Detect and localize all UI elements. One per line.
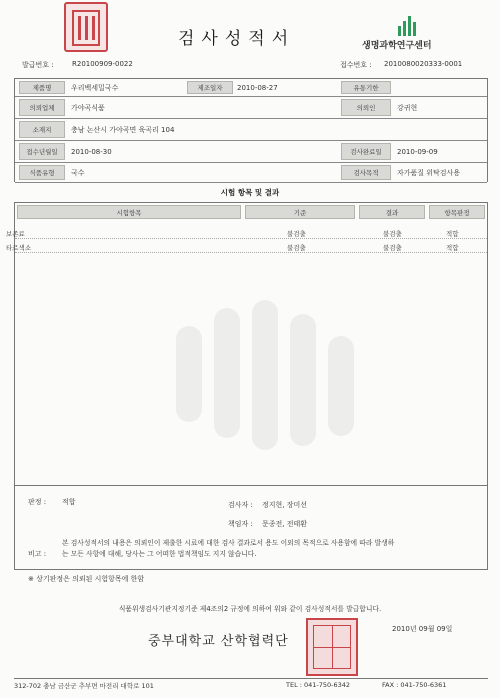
issue-date: 2010년 09월 09일: [392, 625, 453, 633]
food-type-label: 식품유형: [19, 165, 65, 180]
test-standard: 불검출: [287, 243, 306, 252]
mfg-date-label: 제조일자: [187, 81, 233, 94]
org-logo-icon: [398, 14, 420, 36]
info-row: [15, 163, 487, 183]
notice-line-1: 본 검사성적서의 내용은 의뢰인이 제출한 시료에 대한 검사 결과로서 용도 이외의 목적으로 사용함에 따라 발생하: [62, 539, 395, 547]
header-test-item: 시험항목: [17, 205, 241, 219]
footer-address-bar: [14, 678, 488, 692]
food-type-value: 국수: [71, 168, 85, 177]
test-judgement: 적합: [446, 243, 459, 252]
issue-number: R20100909-0022: [72, 60, 133, 68]
info-table: [14, 78, 488, 182]
notice-text: [62, 538, 480, 560]
watermark-graphic: [170, 300, 370, 460]
official-seal-bottom: [306, 618, 358, 676]
receipt-number: 2010080020333-0001: [384, 60, 463, 68]
footer-fax: FAX : 041-750-6361: [382, 681, 447, 689]
receipt-number-label: 접수번호 :: [340, 61, 372, 69]
inspector-label: 검사자 :: [228, 501, 253, 509]
test-result: 불검출: [383, 229, 402, 238]
judgement-label: 판정 :: [28, 498, 47, 506]
test-result: 불검출: [383, 243, 402, 252]
inspector-value: 정지현, 장미선: [262, 501, 308, 509]
expiry-label: 유통기한: [341, 81, 391, 94]
legal-note: 식품위생검사기관지정기준 제4조의2 규정에 의하여 위와 같이 검사성적서를 발급합니다.: [118, 605, 382, 613]
judgement-value: 적합: [62, 498, 76, 506]
asterisk-note: ※ 상기판정은 의뢰된 시험항목에 한함: [28, 575, 145, 583]
product-value: 우리백세밀국수: [71, 83, 119, 92]
table-row: [6, 241, 487, 253]
official-seal-top: [64, 2, 108, 52]
results-section-title: 시험 항목 및 결과: [220, 188, 280, 197]
requester-label: 의뢰인: [341, 99, 391, 116]
purpose-value: 자가품질 위탁검사용: [397, 168, 461, 177]
info-row: [15, 97, 487, 119]
issue-number-label: 발급번호 :: [22, 61, 54, 69]
header-standard: 기준: [245, 205, 355, 219]
manager-label: 책임자 :: [228, 520, 253, 528]
requester-value: 강귀현: [397, 103, 418, 112]
done-date-label: 검사완료일: [341, 143, 391, 160]
receipt-date-label: 접수년월일: [19, 143, 65, 160]
header-result: 결과: [359, 205, 425, 219]
test-item: 보존료: [6, 229, 25, 238]
mfg-date-value: 2010-08-27: [237, 83, 278, 92]
notice-line-2: 는 모든 사항에 대해, 당사는 그 어떠한 법적책임도 지지 않습니다.: [62, 550, 257, 558]
table-row: [6, 227, 487, 239]
test-judgement: 적합: [446, 229, 459, 238]
address-value: 충남 논산시 가야곡면 육곡리 104: [71, 125, 175, 134]
test-item: 타르색소: [6, 243, 32, 252]
manager-value: 문종전, 전태환: [262, 520, 308, 528]
company-value: 가야곡식품: [71, 103, 105, 112]
signing-organization: 중부대학교 산학협력단: [148, 634, 289, 649]
info-row: [15, 119, 487, 141]
footer-address: 312-702 충남 금산군 추부면 마전리 대학로 101: [14, 682, 154, 690]
header-judgement: 항목판정: [429, 205, 485, 219]
test-standard: 불검출: [287, 229, 306, 238]
info-row: [15, 141, 487, 163]
info-row: [15, 79, 487, 97]
document-title: 검사성적서: [178, 29, 296, 49]
address-label: 소재지: [19, 121, 65, 138]
purpose-label: 검사목적: [341, 165, 391, 180]
org-name: 생명과학연구센터: [362, 41, 432, 51]
company-label: 의뢰업체: [19, 99, 65, 116]
note-label: 비고 :: [28, 550, 47, 558]
done-date-value: 2010-09-09: [397, 147, 438, 156]
footer-tel: TEL : 041-750-6342: [286, 681, 351, 689]
product-label: 제품명: [19, 81, 65, 94]
receipt-date-value: 2010-08-30: [71, 147, 112, 156]
